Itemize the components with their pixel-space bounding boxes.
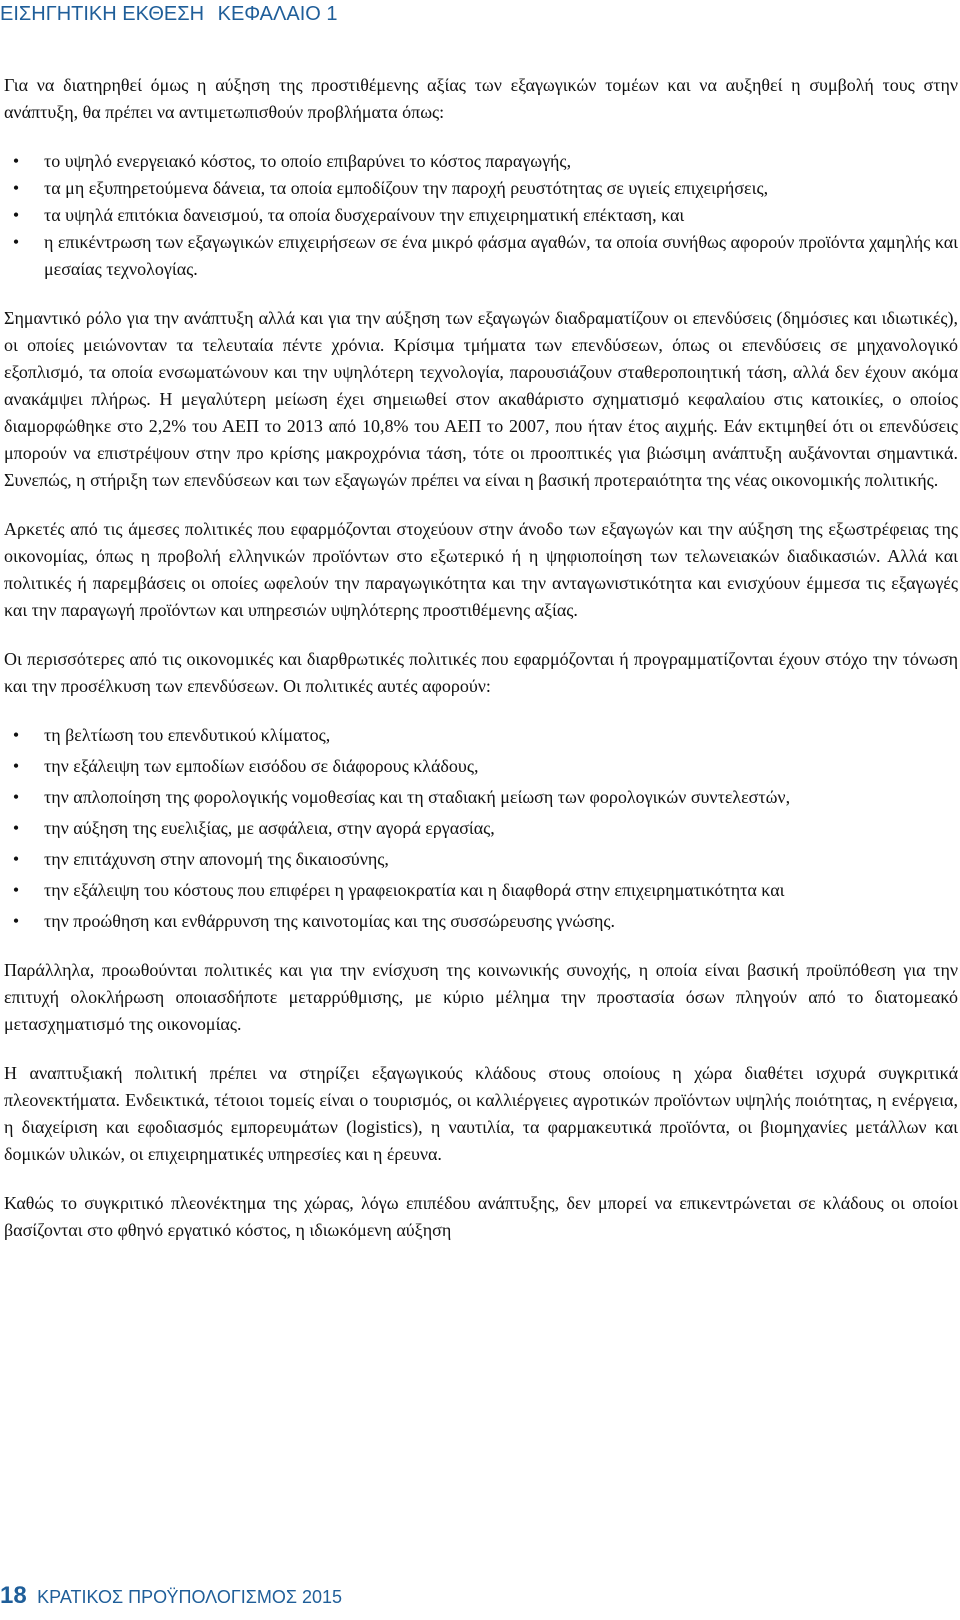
list-item-text: την εξάλειψη του κόστους που επιφέρει η γραφειοκρατία και η διαφθορά στην επιχειρηματικότητα και xyxy=(44,880,785,900)
bullet-icon: • xyxy=(12,178,20,198)
list-item xyxy=(12,753,958,780)
list-item-text: την προώθηση και ενθάρρυνση της καινοτομίας και της συσσώρευσης γνώσης. xyxy=(44,911,616,931)
paragraph-export-policies: Αρκετές από τις άμεσες πολιτικές που εφαρμόζονται στοχεύουν στην άνοδο των εξαγωγών και την αύξηση της εξωστρέφειας της οικονομίας, όπως η προβολή ελληνικών προϊόντων στο εξωτερικό ή η ψηφιοποίηση των τελωνειακών διαδικασιών. Αλλά και πολιτικές ή παρεμβάσεις οι οποίες ωφελούν την παραγωγικότητα και την ανταγωνιστικότητα και ενισχύουν έμμεσα τις εξαγωγές και την παραγωγή προϊόντων και υπηρεσιών υψηλότερης προστιθέμενης αξίας. xyxy=(4,519,958,620)
bullet-icon: • xyxy=(12,725,20,745)
paragraph-comparative-advantage: Καθώς το συγκριτικό πλεονέκτημα της χώρας, λόγω επιπέδου ανάπτυξης, δεν μπορεί να επικεντρώνεται σε κλάδους οι οποίοι βασίζονται στο φθηνό εργατικό κόστος, η ιδιωκόμενη αύξηση xyxy=(4,1193,958,1240)
list-item-text: τα μη εξυπηρετούμενα δάνεια, τα οποία εμποδίζουν την παροχή ρευστότητας σε υγιείς επιχειρήσεις, xyxy=(44,178,769,198)
page-footer xyxy=(0,1582,960,1616)
list-item xyxy=(12,877,958,904)
list-item-text: τη βελτίωση του επενδυτικού κλίματος, xyxy=(44,725,331,745)
list-item xyxy=(12,722,958,749)
list-item xyxy=(12,784,958,811)
list-item-text: την εξάλειψη των εμποδίων εισόδου σε διάφορους κλάδους, xyxy=(44,756,479,776)
list-item-text: τα υψηλά επιτόκια δανεισμού, τα οποία δυσχεραίνουν την επιχειρηματική επέκταση, και xyxy=(44,205,685,225)
list-item xyxy=(12,148,958,175)
bullet-icon: • xyxy=(12,911,20,931)
list-item-text: το υψηλό ενεργειακό κόστος, το οποίο επιβαρύνει το κόστος παραγωγής, xyxy=(44,151,572,171)
bullet-icon: • xyxy=(12,151,20,171)
bullet-icon: • xyxy=(12,818,20,838)
header-document-title: ΕΙΣΗΓΗΤΙΚΗ ΕΚΘΕΣΗ xyxy=(0,3,205,25)
bullet-icon: • xyxy=(12,787,20,807)
bullet-icon: • xyxy=(12,849,20,869)
paragraph-structural-policies: Οι περισσότερες από τις οικονομικές και διαρθρωτικές πολιτικές που εφαρμόζονται ή προγραμματίζονται έχουν στόχο την τόνωση και την προσέλκυση των επενδύσεων. Οι πολιτικές αυτές αφορούν: xyxy=(4,649,958,696)
paragraph-export-sectors: Η αναπτυξιακή πολιτική πρέπει να στηρίζει εξαγωγικούς κλάδους στους οποίους η χώρα διαθέτει ισχυρά συγκριτικά πλεονεκτήματα. Ενδεικτικά, τέτοιοι τομείς είναι ο τουρισμός, οι καλλιέργειες αγροτικών προϊόντων υψηλής ποιότητας, η ενέργεια, η διαχείριση και εφοδιασμός εμπορευμάτων (logistics), η ναυτιλία, τα φαρμακευτικά προϊόντα, οι βιομηχανίες μετάλλων και δομικών υλικών, οι επιχειρηματικές υπηρεσίες και η έρευνα. xyxy=(4,1063,958,1164)
list-item xyxy=(12,229,958,283)
list-item-text: την επιτάχυνση στην απονομή της δικαιοσύνης, xyxy=(44,849,389,869)
list-item-text: την αύξηση της ευελιξίας, με ασφάλεια, στην αγορά εργασίας, xyxy=(44,818,495,838)
list-item xyxy=(12,846,958,873)
list-item xyxy=(12,202,958,229)
bullet-icon: • xyxy=(12,205,20,225)
page-body xyxy=(4,72,958,1266)
bullet-icon: • xyxy=(12,232,20,252)
list-item-text: την απλοποίηση της φορολογικής νομοθεσίας και τη σταδιακή μείωση των φορολογικών συντελεστών, xyxy=(44,787,791,807)
list-item xyxy=(12,908,958,935)
policies-list xyxy=(4,722,958,935)
list-item-text: η επικέντρωση των εξαγωγικών επιχειρήσεων σε ένα μικρό φάσμα αγαθών, τα οποία συνήθως αφορούν προϊόντα χαμηλής και μεσαίας τεχνολογίας. xyxy=(44,232,958,279)
list-item xyxy=(12,175,958,202)
running-header xyxy=(0,0,960,32)
list-item xyxy=(12,815,958,842)
header-chapter: ΚΕΦΑΛΑΙΟ 1 xyxy=(217,3,338,25)
paragraph-intro: Για να διατηρηθεί όμως η αύξηση της προστιθέμενης αξίας των εξαγωγικών τομέων και να αυξηθεί η συμβολή τους στην ανάπτυξη, θα πρέπει να αντιμετωπισθούν προβλήματα όπως: xyxy=(4,75,958,122)
problems-list xyxy=(4,148,958,283)
footer-title: ΚΡΑΤΙΚΟΣ ΠΡΟΫΠΟΛΟΓΙΣΜΟΣ 2015 xyxy=(37,1587,343,1607)
bullet-icon: • xyxy=(12,756,20,776)
paragraph-social-cohesion: Παράλληλα, προωθούνται πολιτικές και για την ενίσχυση της κοινωνικής συνοχής, η οποία είναι βασική προϋπόθεση για την επιτυχή ολοκλήρωση οποιασδήποτε μεταρρύθμισης, με κύριο μέλημα την προστασία όσων πληγούν από το διατομεακό μετασχηματισμό της οικονομίας. xyxy=(4,960,958,1034)
paragraph-investments: Σημαντικό ρόλο για την ανάπτυξη αλλά και για την αύξηση των εξαγωγών διαδραματίζουν οι επενδύσεις (δημόσιες και ιδιωτικές), οι οποίες μειώνονταν τα τελευταία πέντε χρόνια. Κρίσιμα τμήματα των επενδύσεων, όπως οι επενδύσεις σε μηχανολογικό εξοπλισμό, τα οποία ενσωματώνουν και την υψηλότερη τεχνολογία, παρουσιάζουν σταθεροποιητική τάση, αλλά δεν έχουν ακόμα ανακάμψει πλήρως. Η μεγαλύτερη μείωση έχει σημειωθεί στον ακαθάριστο σχηματισμό κεφαλαίου στις κατοικίες, ο οποίος διαμορφώθηκε στο 2,2% του ΑΕΠ το 2013 από 10,8% του ΑΕΠ το 2007, που ήταν έτος αιχμής. Εάν εκτιμηθεί ότι οι επενδύσεις μπορούν να επιστρέψουν στην προ κρίσης μακροχρόνια τάση, τότε οι προοπτικές για βιώσιμη ανάπτυξη αυξάνονται σημαντικά. Συνεπώς, η στήριξη των επενδύσεων και των εξαγωγών πρέπει να είναι η βασική προτεραιότητα της νέας οικονομικής πολιτικής. xyxy=(4,308,958,490)
bullet-icon: • xyxy=(12,880,20,900)
page-number: 18 xyxy=(0,1582,27,1609)
